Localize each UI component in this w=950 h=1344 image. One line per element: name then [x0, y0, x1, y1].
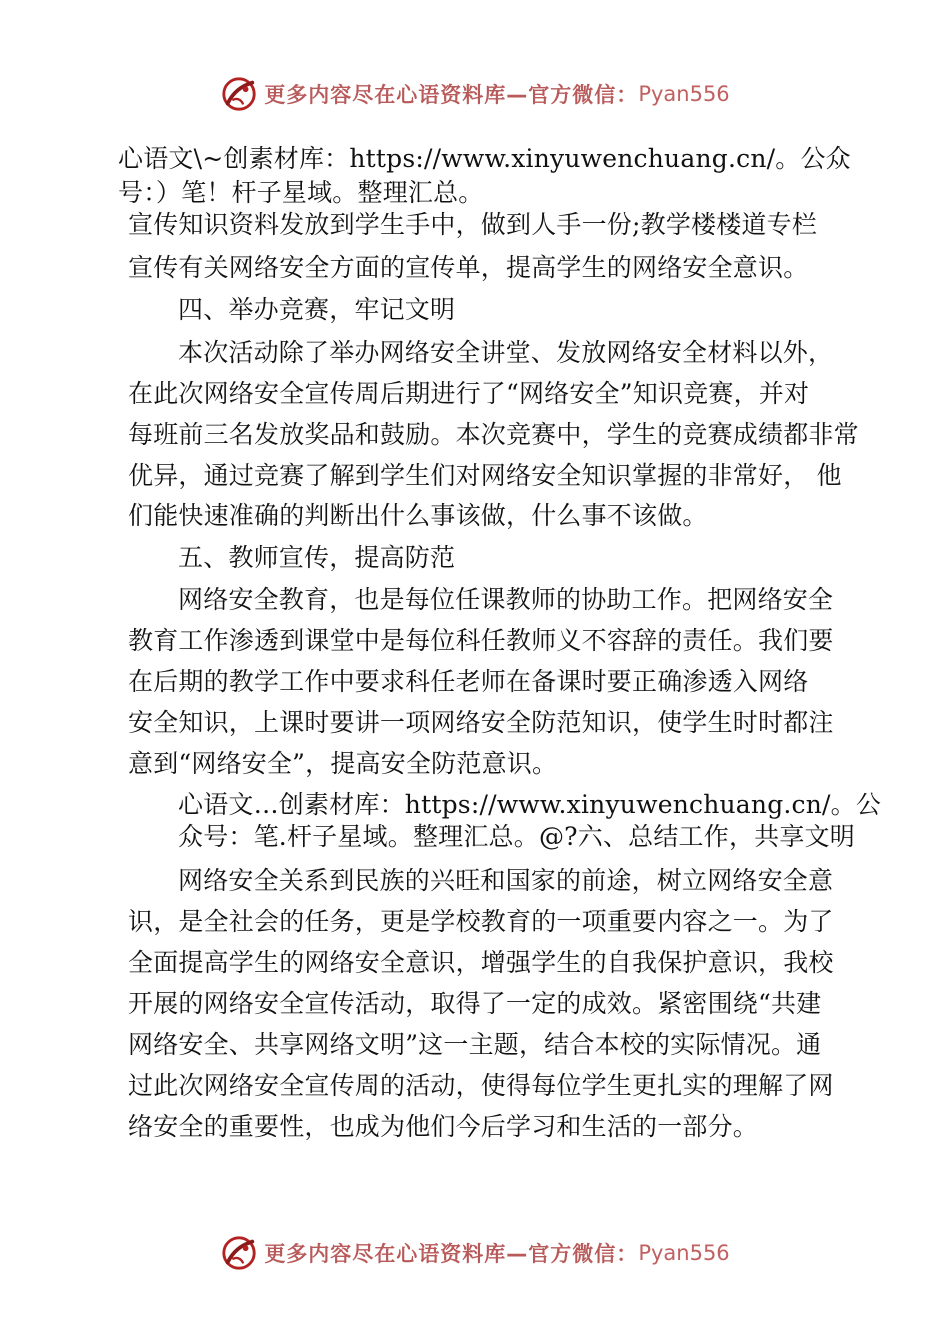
- banner-text: 更多内容尽在心语资料库—官方微信：: [264, 83, 639, 107]
- text-line-25: 络安全的重要性，也成为他们今后学习和生活的一部分。: [128, 1112, 759, 1141]
- text-line-17: 心语文…创素材库：https://www.xinyuwenchuang.cn/。公: [178, 790, 882, 819]
- text-line-12: 网络安全教育，也是每位任课教师的协助工作。把网络安全: [178, 585, 834, 614]
- text-line-10: 们能快速准确的判断出什么事该做，什么事不该做。: [128, 501, 708, 530]
- text-line-21: 全面提高学生的网络安全意识，增强学生的自我保护意识，我校: [128, 948, 834, 977]
- banner-text: 更多内容尽在心语资料库—官方微信：: [264, 1242, 639, 1266]
- text-line-2: 号：）笔！杆子星域。整理汇总。: [118, 178, 484, 207]
- text-line-13: 教育工作渗透到课堂中是每位科任教师义不容辞的责任。我们要: [128, 626, 834, 655]
- text-line-23: 网络安全、共享网络文明”这一主题，结合本校的实际情况。通: [128, 1030, 822, 1059]
- text-line-4: 宣传有关网络安全方面的宣传单，提高学生的网络安全意识。: [128, 253, 809, 282]
- section-heading-6: 众号：笔.杆子星域。整理汇总。@?六、总结工作，共享文明: [178, 822, 855, 851]
- brush-logo-icon: [220, 75, 258, 113]
- text-line-1: 心语文\~创素材库：https://www.xinyuwenchuang.cn/。公众: [118, 144, 851, 173]
- text-line-8: 每班前三名发放奖品和鼓励。本次竞赛中，学生的竞赛成绩都非常: [128, 420, 859, 449]
- text-line-15: 安全知识，上课时要讲一项网络安全防范知识，使学生时时都注: [128, 708, 834, 737]
- text-line-19: 网络安全关系到民族的兴旺和国家的前途，树立网络安全意: [178, 866, 834, 895]
- text-line-20: 识，是全社会的任务，更是学校教育的一项重要内容之一。为了: [128, 907, 834, 936]
- footer-banner: [0, 1231, 950, 1275]
- section-heading-5: 五、教师宣传，提高防范: [178, 543, 456, 572]
- banner-wechat-id: Pyan556: [638, 1241, 730, 1265]
- brush-logo-icon: [220, 1234, 258, 1272]
- text-line-6: 本次活动除了举办网络安全讲堂、发放网络安全材料以外，: [178, 338, 834, 367]
- text-line-24: 过此次网络安全宣传周的活动，使得每位学生更扎实的理解了网: [128, 1071, 834, 1100]
- text-line-7: 在此次网络安全宣传周后期进行了“网络安全”知识竞赛，并对: [128, 379, 810, 408]
- text-line-14: 在后期的教学工作中要求科任老师在备课时要正确渗透入网络: [128, 667, 809, 696]
- text-line-9: 优异，通过竞赛了解到学生们对网络安全知识掌握的非常好， 他: [128, 461, 842, 490]
- header-banner: [0, 72, 950, 116]
- text-line-3: 宣传知识资料发放到学生手中，做到人手一份;教学楼楼道专栏: [128, 210, 818, 239]
- section-heading-4: 四、举办竞赛，牢记文明: [178, 295, 456, 324]
- text-line-22: 开展的网络安全宣传活动，取得了一定的成效。紧密围绕“共建: [128, 989, 822, 1018]
- text-line-16: 意到“网络安全”，提高安全防范意识。: [128, 749, 558, 778]
- banner-wechat-id: Pyan556: [638, 82, 730, 106]
